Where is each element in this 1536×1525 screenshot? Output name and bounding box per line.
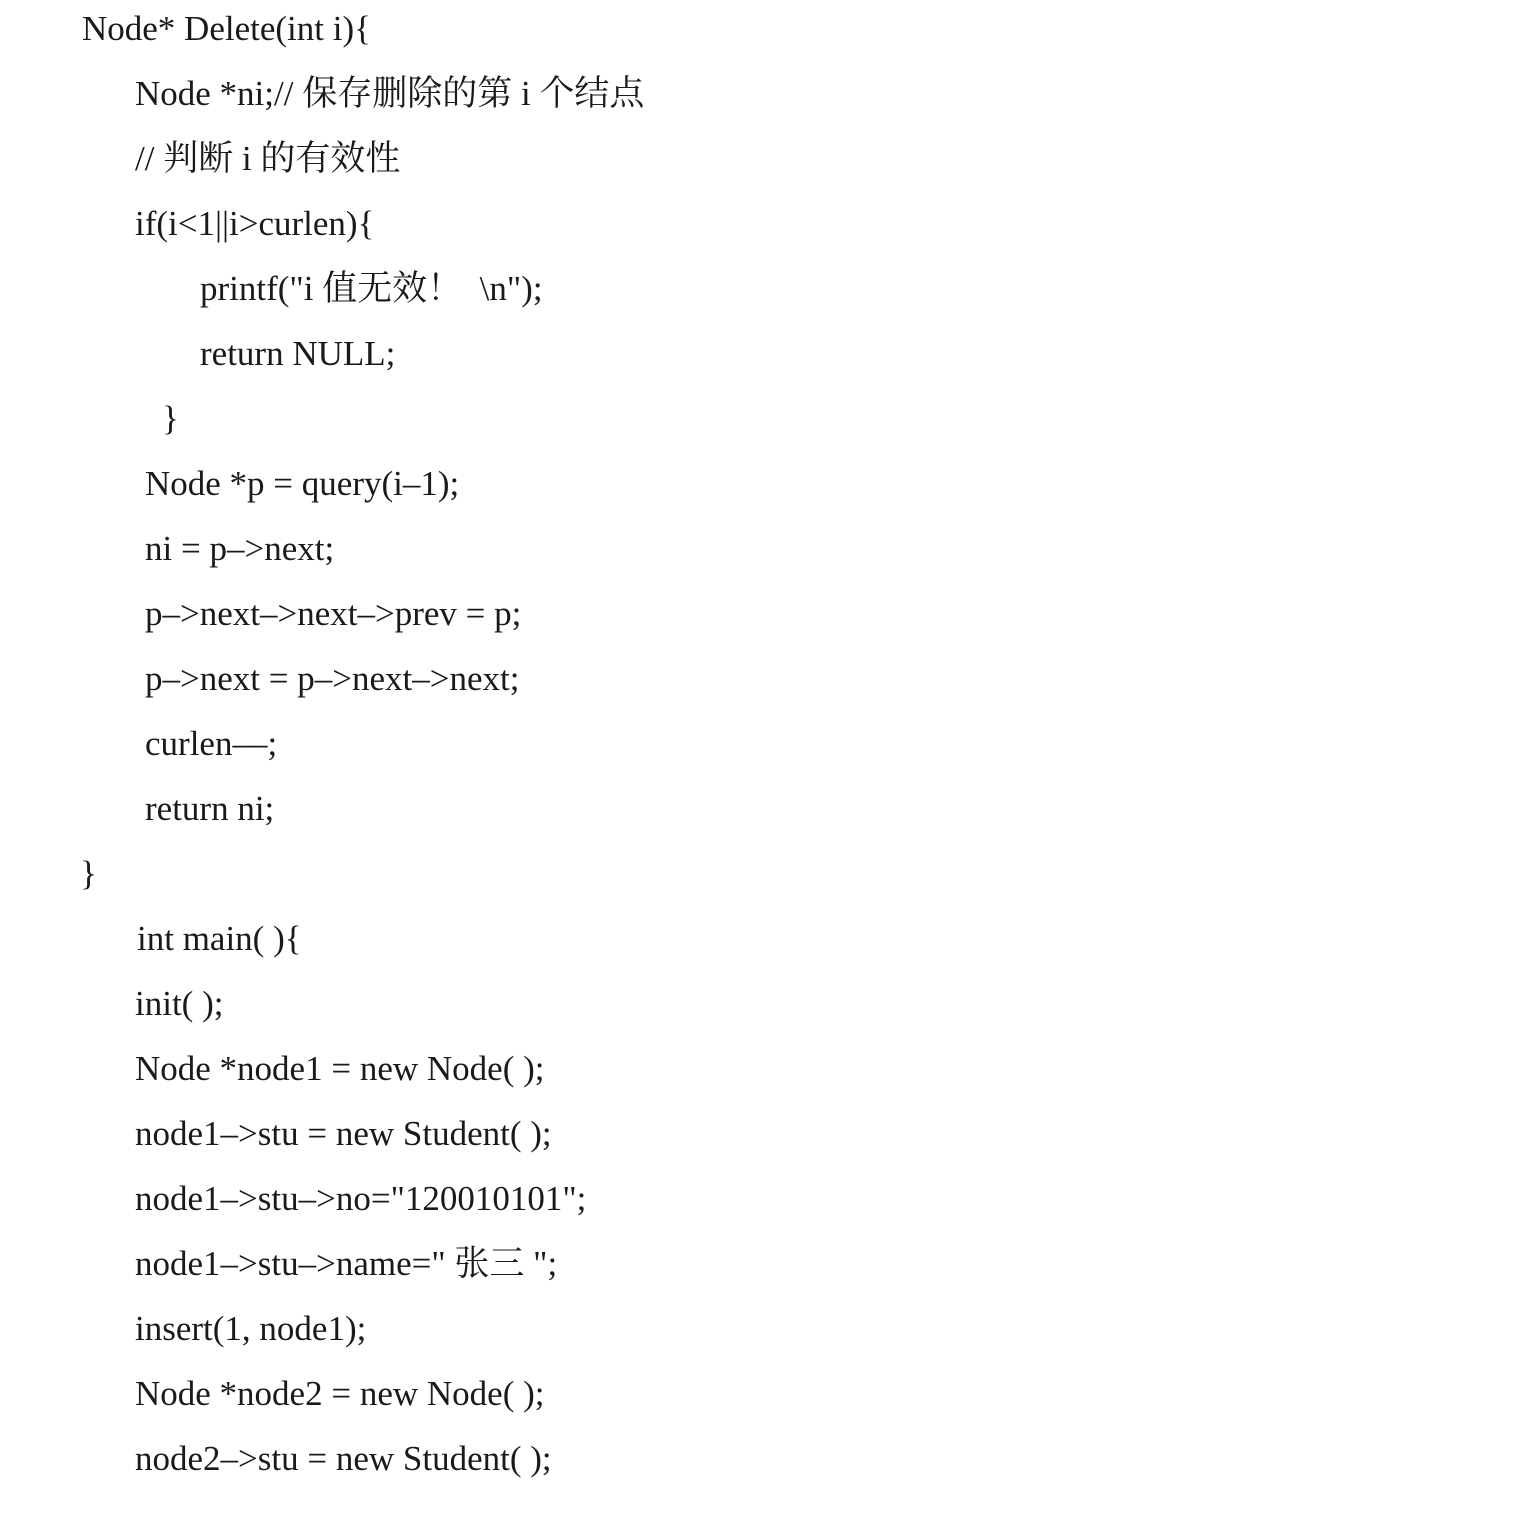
code-line: ni = p–>next; (145, 529, 335, 568)
code-line: node1–>stu = new Student( ); (135, 1114, 552, 1153)
code-line: p–>next–>next–>prev = p; (145, 594, 522, 633)
code-line: // 判断 i 的有效性 (135, 139, 401, 178)
code-line: Node *p = query(i–1); (145, 464, 460, 503)
code-line: return ni; (145, 789, 275, 828)
code-line: if(i<1||i>curlen){ (135, 204, 375, 243)
code-line: node2–>stu = new Student( ); (135, 1439, 552, 1478)
code-line: init( ); (135, 984, 224, 1023)
code-line: Node *ni;// 保存删除的第 i 个结点 (135, 74, 645, 113)
code-line: curlen––; (145, 724, 278, 763)
code-line: printf("i 值无效！ \n"); (200, 269, 543, 308)
code-line: } (80, 854, 97, 893)
code-line: insert(1, node1); (135, 1309, 367, 1348)
code-line: Node *node2 = new Node( ); (135, 1374, 545, 1413)
code-line: node1–>stu–>name=" 张三 "; (135, 1244, 558, 1283)
code-line: Node* Delete(int i){ (82, 9, 371, 48)
code-line: node1–>stu–>no="120010101"; (135, 1179, 587, 1218)
code-line: p–>next = p–>next–>next; (145, 659, 520, 698)
code-line: Node *node1 = new Node( ); (135, 1049, 545, 1088)
code-line: int main( ){ (137, 919, 302, 958)
code-line: } (162, 399, 179, 438)
code-line: return NULL; (200, 334, 396, 373)
